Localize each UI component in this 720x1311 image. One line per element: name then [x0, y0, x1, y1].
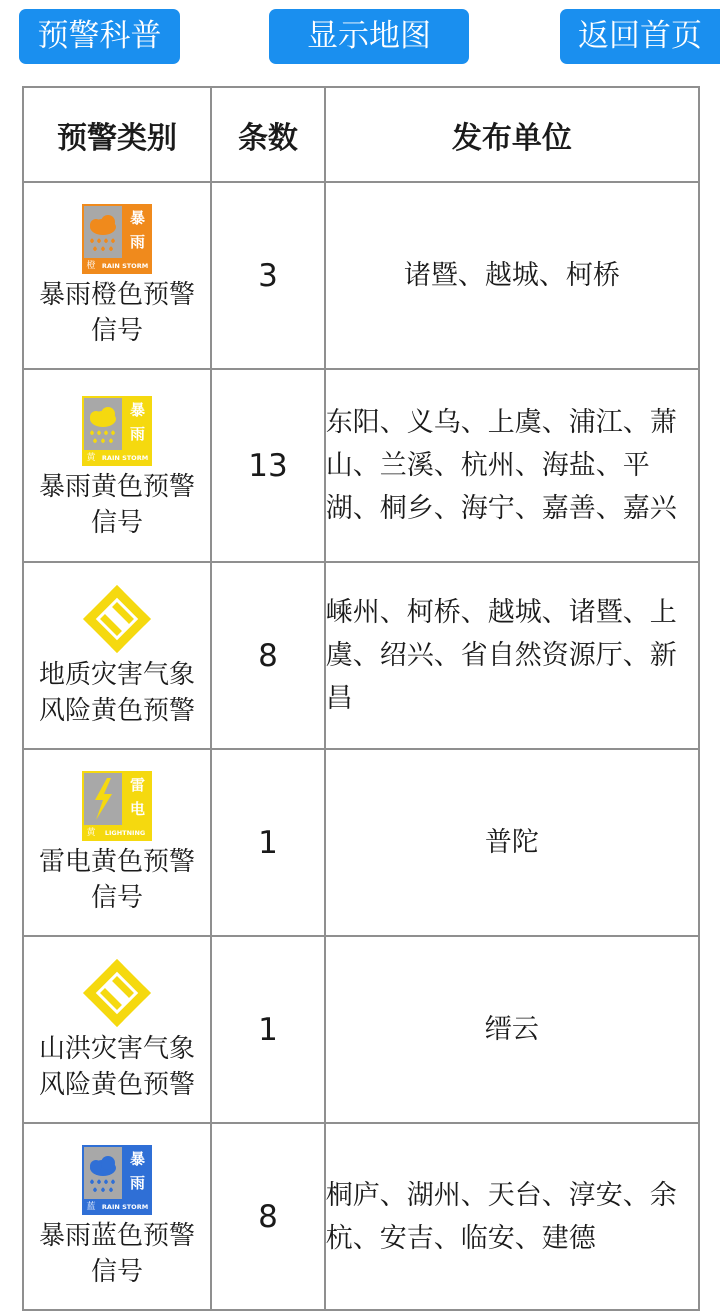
warning-type-cell	[23, 936, 211, 1123]
warning-type-name: 暴雨橙色预警信号	[39, 280, 196, 346]
header-count: 条数	[211, 87, 325, 182]
issuing-units: 普陀	[325, 749, 699, 936]
geological-hazard-yellow-icon	[81, 583, 153, 655]
rainstorm-yellow-signal-icon	[81, 395, 153, 467]
issuing-units: 嵊州、柯桥、越城、诸暨、上虞、绍兴、省自然资源厅、新昌	[325, 562, 699, 749]
table-row[interactable]	[23, 749, 699, 936]
warning-type-cell	[23, 182, 211, 369]
signal-chars: 暴 雨	[130, 209, 146, 251]
header-units: 发布单位	[325, 87, 699, 182]
warning-count: 1	[211, 749, 325, 936]
warning-type-name: 山洪灾害气象风险黄色预警	[39, 1034, 196, 1100]
table-row[interactable]	[23, 182, 699, 369]
warning-type-cell	[23, 562, 211, 749]
signal-english-label: RAIN STORM	[101, 1203, 149, 1211]
table-row[interactable]	[23, 936, 699, 1123]
warning-count: 1	[211, 936, 325, 1123]
issuing-units: 桐庐、湖州、天台、淳安、余杭、安吉、临安、建德	[325, 1123, 699, 1310]
warning-type-name: 暴雨黄色预警信号	[39, 472, 196, 538]
warning-table	[22, 86, 700, 1311]
signal-english-label: LIGHTNING	[104, 829, 146, 837]
rainstorm-orange-signal-icon	[81, 203, 153, 275]
warning-type-cell	[23, 369, 211, 562]
flood-hazard-yellow-icon	[81, 957, 153, 1029]
table-row[interactable]	[23, 369, 699, 562]
signal-level-char: 黄	[86, 453, 96, 463]
signal-level-char: 黄	[86, 828, 96, 838]
warning-count: 3	[211, 182, 325, 369]
issuing-units: 缙云	[325, 936, 699, 1123]
warning-type-cell	[23, 1123, 211, 1310]
warning-type-cell	[23, 749, 211, 936]
signal-chars: 暴 雨	[130, 1150, 146, 1192]
warning-science-button[interactable]: 预警科普	[19, 9, 180, 64]
table-row[interactable]	[23, 562, 699, 749]
warning-type-name: 雷电黄色预警信号	[39, 847, 196, 913]
warning-count: 13	[211, 369, 325, 562]
table-row[interactable]	[23, 1123, 699, 1310]
table-header-row	[23, 87, 699, 182]
signal-level-char: 橙	[86, 261, 96, 271]
lightning-yellow-signal-icon	[81, 770, 153, 842]
signal-english-label: RAIN STORM	[101, 262, 149, 270]
warning-type-name: 暴雨蓝色预警信号	[39, 1221, 196, 1287]
rainstorm-blue-signal-icon	[81, 1144, 153, 1216]
header-type: 预警类别	[23, 87, 211, 182]
issuing-units: 诸暨、越城、柯桥	[325, 182, 699, 369]
signal-chars: 雷 电	[130, 776, 146, 818]
signal-level-char: 蓝	[86, 1202, 96, 1212]
warning-type-name: 地质灾害气象风险黄色预警	[39, 660, 196, 726]
show-map-button[interactable]: 显示地图	[269, 9, 469, 64]
signal-chars: 暴 雨	[130, 401, 146, 443]
warning-count: 8	[211, 562, 325, 749]
back-home-button[interactable]: 返回首页	[560, 9, 720, 64]
issuing-units: 东阳、义乌、上虞、浦江、萧山、兰溪、杭州、海盐、平湖、桐乡、海宁、嘉善、嘉兴	[325, 369, 699, 562]
warning-count: 8	[211, 1123, 325, 1310]
signal-english-label: RAIN STORM	[101, 454, 149, 462]
